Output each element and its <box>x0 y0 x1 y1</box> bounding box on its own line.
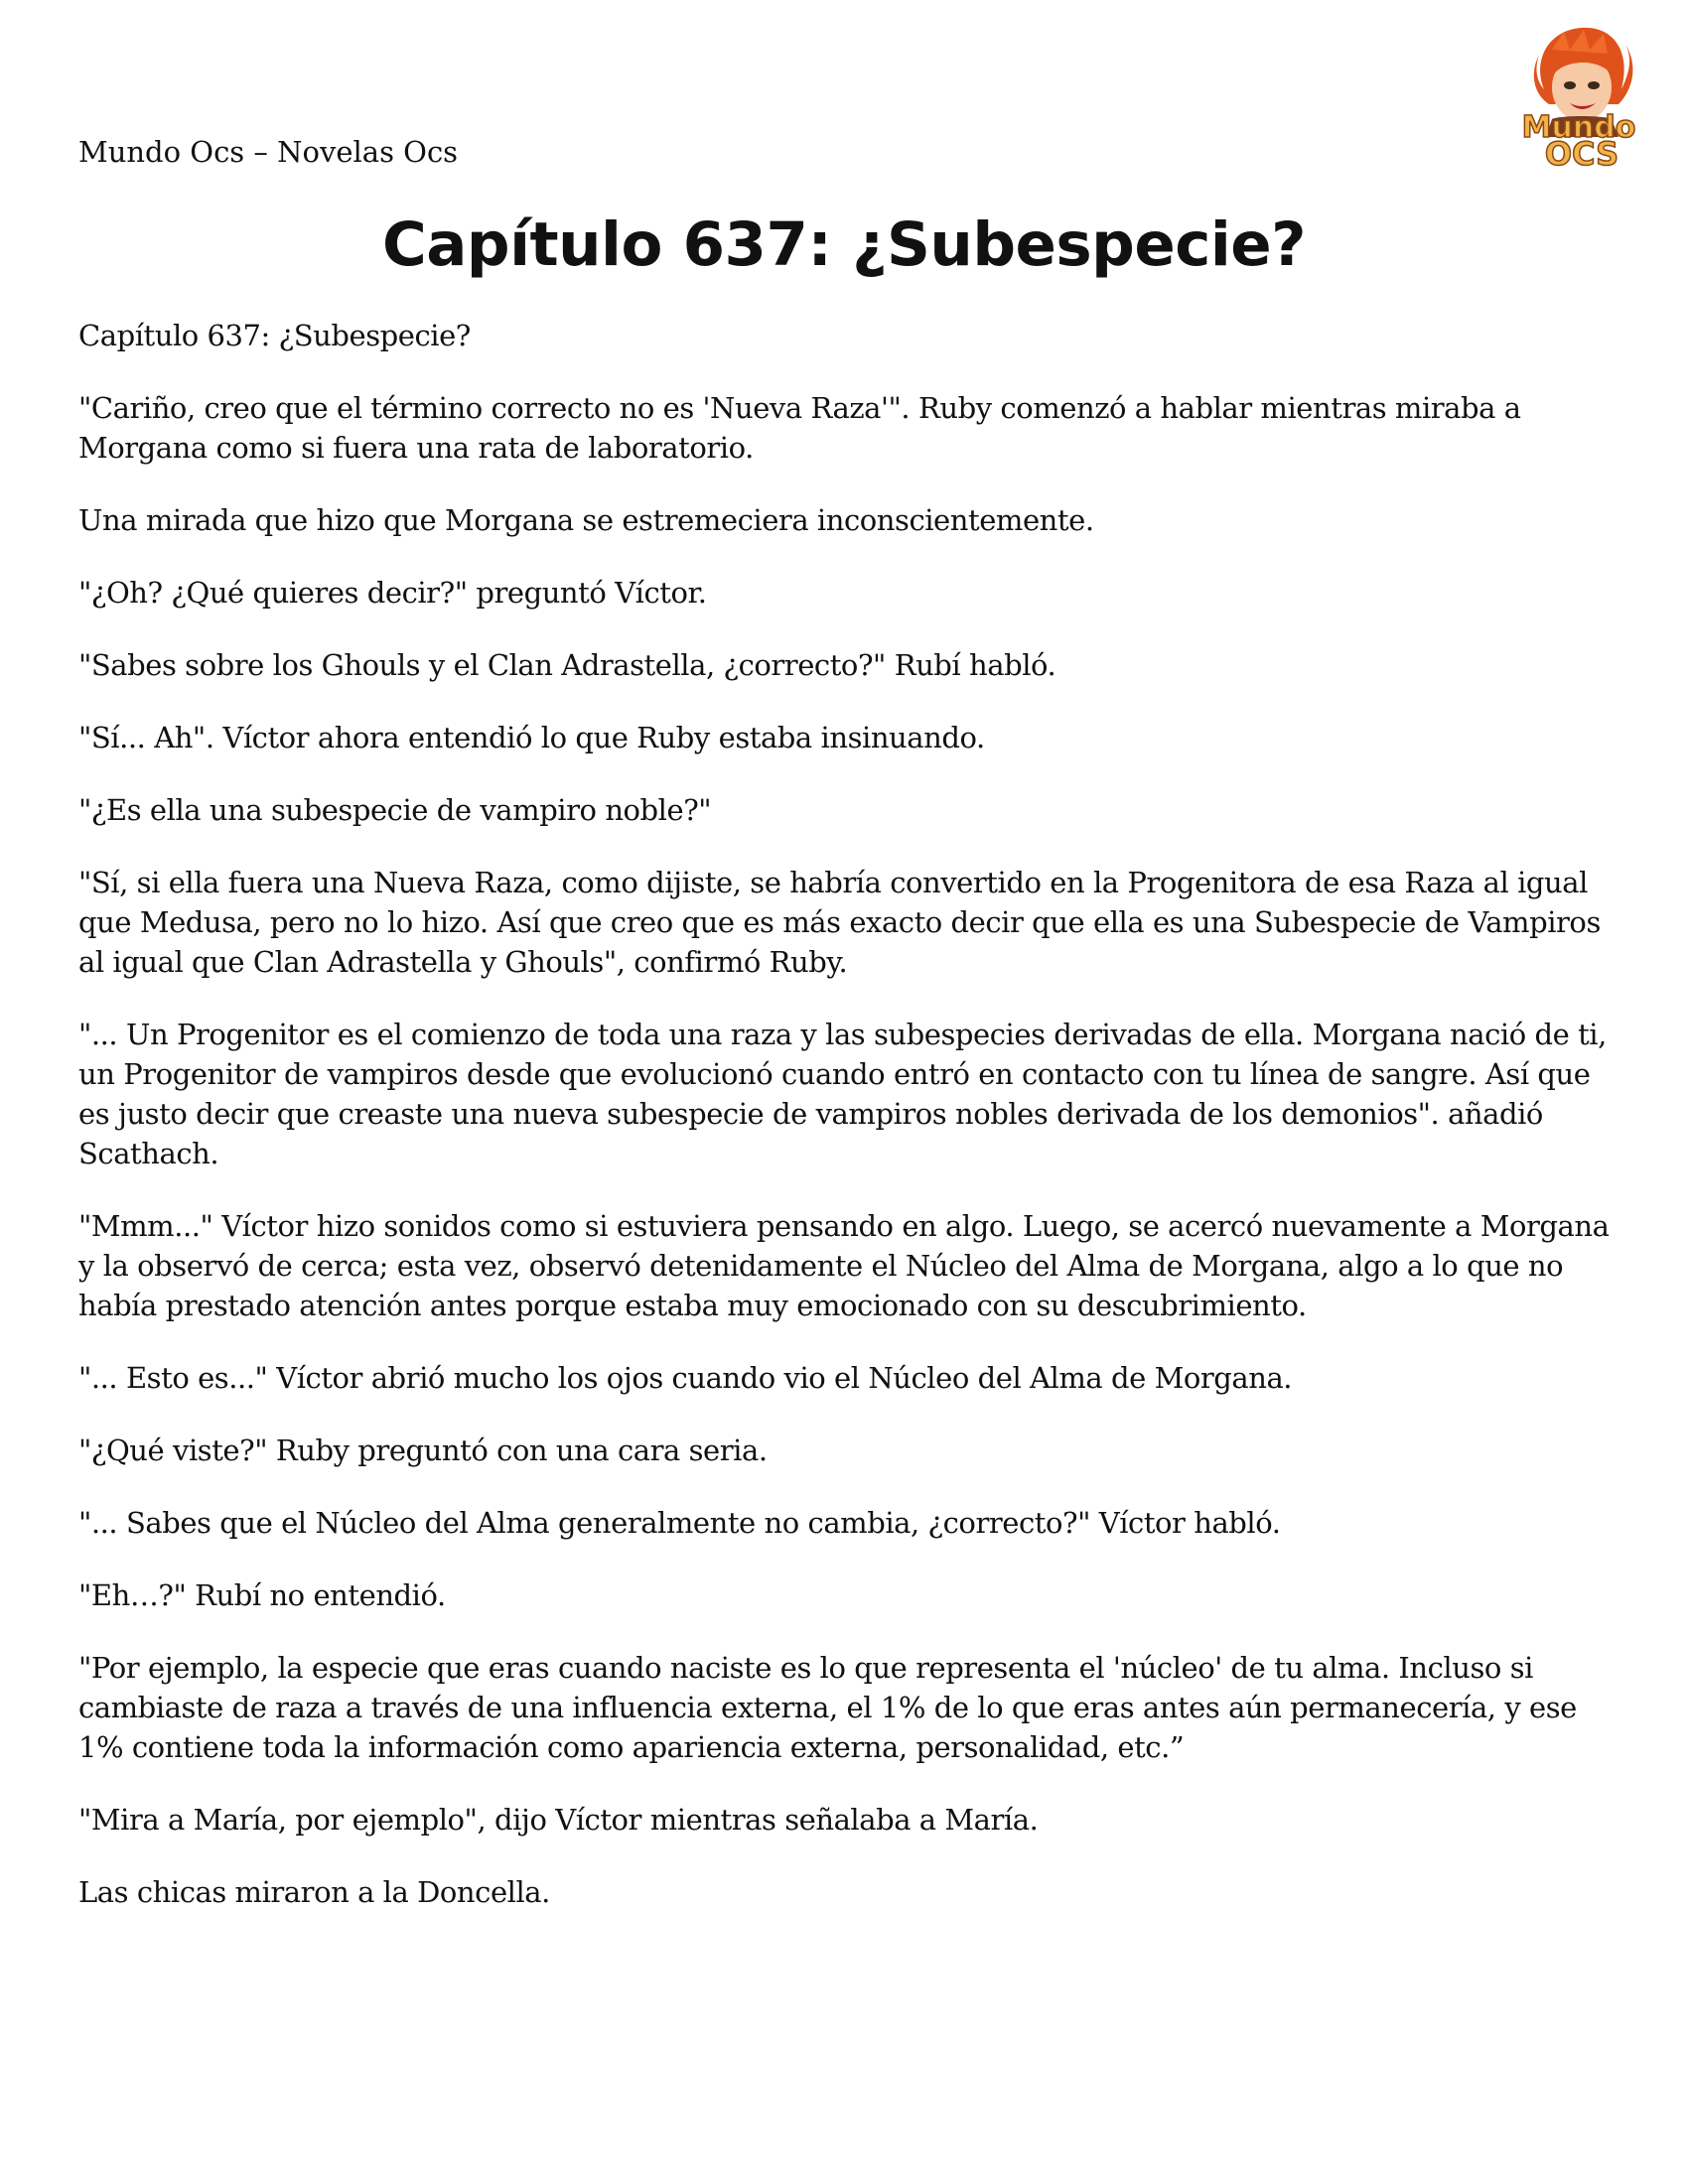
paragraph: "Mira a María, por ejemplo", dijo Víctor mientras señalaba a María. <box>78 1803 1039 1837</box>
paragraph: Capítulo 637: ¿Subespecie? <box>78 319 471 352</box>
paragraph: "Mmm..." Víctor hizo sonidos como si estuviera pensando en algo. Luego, se acercó nuevamente a Morgana y la observó de cerca; esta vez, observó detenidamente el Núcleo del Alma de Morgana, algo a lo que no había prestado atención antes porque estaba muy emocionado con su descubrimiento. <box>78 1209 1610 1322</box>
paragraph: "Cariño, creo que el término correcto no es 'Nueva Raza'". Ruby comenzó a hablar mientras miraba a Morgana como si fuera una rata de laboratorio. <box>78 391 1521 465</box>
site-header: Mundo Ocs – Novelas Ocs <box>78 135 459 169</box>
paragraph: Las chicas miraron a la Doncella. <box>78 1875 550 1909</box>
mundo-ocs-logo <box>1504 20 1653 179</box>
logo-text-bottom: OCS <box>1544 135 1619 173</box>
paragraph: "... Un Progenitor es el comienzo de toda una raza y las subespecies derivadas de ella. Morgana nació de ti, un Progenitor de vampiros desde que evolucionó cuando entró en contacto con tu línea de sangre. Así que es justo decir que creaste una nueva subespecie de vampiros nobles derivada de los demonios". añadió Scathach. <box>78 1018 1607 1170</box>
paragraph: "Sabes sobre los Ghouls y el Clan Adrastella, ¿correcto?" Rubí habló. <box>78 648 1056 682</box>
logo-text-top: Mundo <box>1521 110 1636 145</box>
paragraph: "Sí... Ah". Víctor ahora entendió lo que Ruby estaba insinuando. <box>78 721 985 754</box>
paragraph: Una mirada que hizo que Morgana se estremeciera inconscientemente. <box>78 503 1094 537</box>
paragraph: "... Esto es..." Víctor abrió mucho los ojos cuando vio el Núcleo del Alma de Morgana. <box>78 1361 1293 1395</box>
paragraph: "¿Es ella una subespecie de vampiro noble?" <box>78 793 712 827</box>
paragraph: "... Sabes que el Núcleo del Alma generalmente no cambia, ¿correcto?" Víctor habló. <box>78 1506 1281 1540</box>
paragraph: "¿Oh? ¿Qué quieres decir?" preguntó Víctor. <box>78 576 707 610</box>
paragraph: "Por ejemplo, la especie que eras cuando naciste es lo que representa el 'núcleo' de tu alma. Incluso si cambiaste de raza a través de una influencia externa, el 1% de lo que eras antes aún permanecería, y ese 1% contiene toda la información como apariencia externa, personalidad, etc.” <box>78 1651 1577 1764</box>
paragraph: "Sí, si ella fuera una Nueva Raza, como dijiste, se habría convertido en la Progenitora de esa Raza al igual que Medusa, pero no lo hizo. Así que creo que es más exacto decir que ella es una Subespecie de Vampiros al igual que Clan Adrastella y Ghouls", confirmó Ruby. <box>78 866 1601 979</box>
chapter-body <box>78 316 1622 1945</box>
chapter-title: Capítulo 637: ¿Subespecie? <box>381 209 1307 280</box>
paragraph: "Eh…?" Rubí no entendió. <box>78 1578 446 1612</box>
paragraph: "¿Qué viste?" Ruby preguntó con una cara seria. <box>78 1433 768 1467</box>
